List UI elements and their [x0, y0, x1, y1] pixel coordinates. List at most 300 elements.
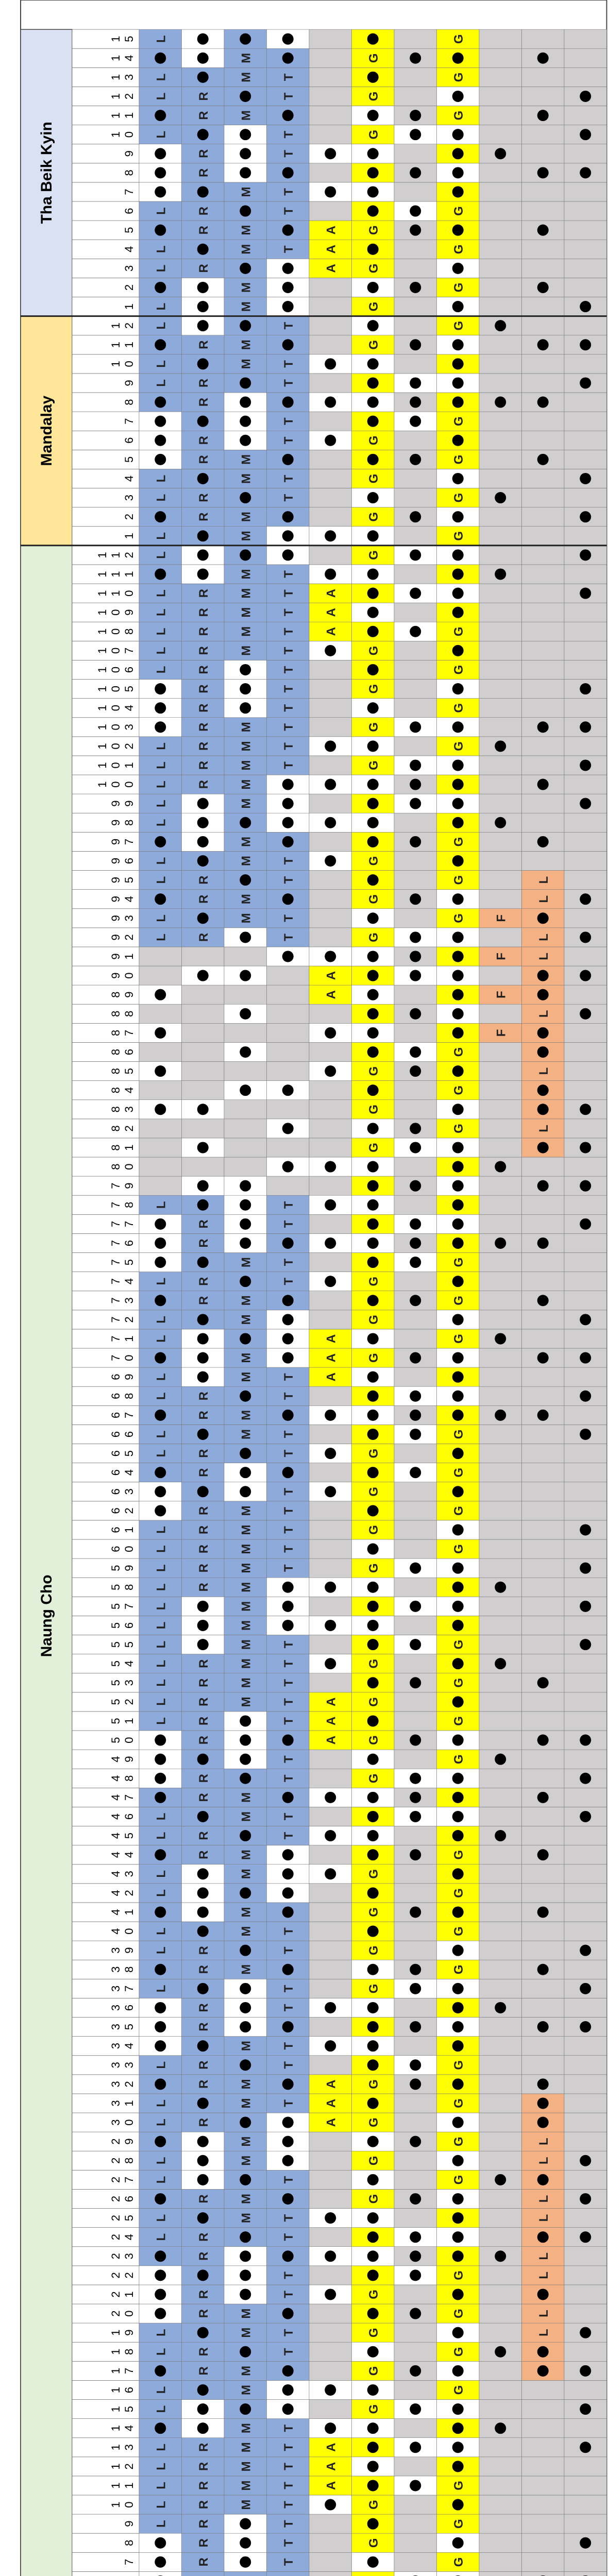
allele-letter: R — [196, 1392, 211, 1401]
sample-number: 21 — [109, 2291, 136, 2298]
mutant-dot — [367, 1046, 379, 1058]
genotype-cell — [479, 1788, 522, 1807]
mutant-dot — [410, 836, 421, 848]
mutant-dot — [367, 454, 379, 465]
genotype-cell — [479, 966, 522, 985]
genotype-cell — [394, 1692, 437, 1711]
allele-letter: T — [281, 207, 296, 215]
allele-letter: T — [281, 1526, 296, 1534]
genotype-cell — [139, 947, 182, 966]
mutant-dot — [580, 2442, 591, 2453]
mutant-dot — [495, 1333, 506, 1344]
sample-number: 108 — [96, 628, 136, 635]
genotype-cell — [564, 565, 607, 584]
genotype-cell — [479, 718, 522, 737]
allele-letter: G — [451, 2175, 466, 2185]
mutant-dot — [452, 1352, 464, 1364]
mutant-dot — [580, 339, 591, 350]
allele-letter: R — [196, 665, 211, 674]
allele-letter: M — [239, 2308, 253, 2319]
genotype-cell — [479, 2285, 522, 2304]
mutant-dot — [537, 167, 549, 178]
mutant-dot — [155, 167, 166, 178]
genotype-cell — [564, 1616, 607, 1635]
allele-letter: L — [154, 934, 168, 941]
genotype-cell — [394, 871, 437, 890]
allele-letter: A — [324, 627, 339, 636]
mutant-dot — [495, 492, 506, 503]
allele-letter: L — [154, 666, 168, 674]
mutant-dot — [495, 148, 506, 159]
allele-letter: T — [281, 2061, 296, 2069]
genotype-cell — [394, 2285, 437, 2304]
genotype-cell — [309, 2361, 352, 2380]
mutant-dot — [367, 568, 379, 580]
genotype-cell — [564, 1444, 607, 1463]
genotype-cell — [479, 2514, 522, 2533]
mutant-dot — [155, 2422, 166, 2434]
allele-letter: T — [281, 2329, 296, 2336]
allele-letter: L — [154, 474, 168, 483]
mutant-dot — [410, 951, 421, 962]
mutant-dot — [197, 358, 209, 369]
mutant-dot — [410, 1735, 421, 1746]
genotype-cell — [479, 1922, 522, 1941]
allele-letter: M — [239, 760, 253, 771]
mutant-dot — [197, 1601, 209, 1612]
genotype-cell — [309, 1960, 352, 1979]
genotype-cell — [479, 794, 522, 813]
mutant-dot — [367, 2250, 379, 2262]
genotype-cell — [309, 928, 352, 947]
genotype-cell — [479, 2495, 522, 2514]
allele-letter: R — [196, 493, 211, 502]
allele-letter: M — [239, 741, 253, 752]
allele-letter: A — [324, 588, 339, 598]
mutant-dot — [580, 759, 591, 771]
mutant-dot — [367, 1199, 379, 1211]
allele-letter: A — [324, 2098, 339, 2108]
mutant-dot — [367, 2461, 379, 2472]
genotype-cell — [479, 2056, 522, 2075]
genotype-cell — [564, 201, 607, 221]
genotype-cell — [394, 660, 437, 679]
mutant-dot — [537, 836, 549, 848]
genotype-cell — [309, 1845, 352, 1865]
genotype-cell — [394, 469, 437, 488]
mutant-dot — [325, 1238, 336, 1249]
genotype-cell — [522, 297, 565, 316]
genotype-cell — [394, 909, 437, 928]
allele-letter: T — [281, 1258, 296, 1266]
mutant-dot — [452, 91, 464, 102]
genotype-cell — [564, 1062, 607, 1081]
genotype-cell — [564, 1845, 607, 1865]
allele-letter: T — [281, 1717, 296, 1725]
allele-letter: L — [154, 2501, 168, 2509]
mutant-dot — [155, 397, 166, 408]
allele-letter: G — [366, 894, 381, 904]
mutant-dot — [282, 1333, 294, 1344]
genotype-cell — [479, 87, 522, 106]
genotype-cell — [309, 1520, 352, 1539]
allele-letter: R — [196, 111, 211, 120]
sample-number: 38 — [109, 1966, 136, 1973]
mutant-dot — [452, 1161, 464, 1173]
genotype-cell — [564, 851, 607, 870]
mutant-dot — [580, 2193, 591, 2205]
genotype-cell — [522, 641, 565, 660]
mutant-dot — [367, 1849, 379, 1860]
mutant-dot — [282, 1084, 294, 1096]
genotype-cell — [522, 1597, 565, 1616]
mutant-dot — [367, 1027, 379, 1039]
mutant-dot — [410, 53, 421, 64]
allele-letter: G — [366, 512, 381, 522]
mutant-dot — [282, 167, 294, 178]
sample-number: 105 — [96, 685, 136, 692]
mutant-dot — [325, 2040, 336, 2052]
allele-letter: T — [281, 723, 296, 731]
mutant-dot — [240, 397, 251, 408]
genotype-cell — [479, 1558, 522, 1578]
mutant-dot — [197, 416, 209, 427]
sample-number: 63 — [109, 1488, 136, 1495]
genotype-cell — [394, 1272, 437, 1291]
mutant-dot — [155, 1754, 166, 1765]
sample-number: 17 — [109, 2367, 136, 2374]
genotype-cell — [309, 1558, 352, 1578]
sample-number: 94 — [109, 896, 136, 903]
mutant-dot — [197, 301, 209, 312]
allele-letter: R — [196, 397, 211, 407]
mutant-dot — [452, 798, 464, 809]
allele-letter: G — [451, 2385, 466, 2395]
genotype-cell — [522, 259, 565, 278]
mutant-dot — [452, 607, 464, 618]
genotype-cell — [522, 1941, 565, 1960]
allele-letter: M — [239, 779, 253, 790]
allele-letter: G — [366, 550, 381, 560]
mutant-dot — [155, 186, 166, 197]
genotype-cell — [522, 1711, 565, 1731]
allele-letter: T — [281, 608, 296, 616]
genotype-cell — [394, 488, 437, 507]
mutant-dot — [537, 721, 549, 733]
allele-letter: M — [239, 1544, 253, 1554]
genotype-cell — [309, 1463, 352, 1482]
mutant-dot — [367, 626, 379, 637]
allele-letter: T — [281, 2291, 296, 2298]
allele-letter: T — [281, 1927, 296, 1935]
genotype-cell — [522, 1520, 565, 1539]
mutant-dot — [452, 2212, 464, 2224]
mutant-dot — [537, 1180, 549, 1192]
allele-letter: G — [366, 1945, 381, 1955]
mutant-dot — [240, 1199, 251, 1211]
genotype-cell — [522, 1272, 565, 1291]
allele-letter: L — [154, 1889, 168, 1897]
genotype-cell — [394, 316, 437, 335]
allele-letter: G — [451, 2481, 466, 2490]
genotype-cell — [522, 1635, 565, 1654]
genotype-cell — [522, 2533, 565, 2552]
sample-number: 13 — [109, 2444, 136, 2451]
mutant-dot — [282, 454, 294, 465]
mutant-dot — [410, 2250, 421, 2262]
mutant-dot — [240, 2117, 251, 2128]
allele-letter: L — [154, 1201, 168, 1209]
genotype-cell — [522, 1482, 565, 1501]
mutant-dot — [537, 1410, 549, 1421]
mutant-dot — [410, 1639, 421, 1650]
mutant-dot — [410, 1257, 421, 1268]
mutant-dot — [410, 2403, 421, 2415]
genotype-cell — [139, 1042, 182, 1061]
genotype-cell — [564, 488, 607, 507]
mutant-dot — [410, 1180, 421, 1192]
allele-letter: R — [196, 2538, 211, 2548]
genotype-cell — [522, 507, 565, 527]
genotype-cell — [309, 48, 352, 67]
genotype-cell — [394, 240, 437, 259]
allele-letter: R — [196, 1277, 211, 1286]
mutant-dot — [367, 951, 379, 962]
mutant-dot — [452, 1563, 464, 1574]
mutant-dot — [367, 244, 379, 255]
mutant-dot — [197, 855, 209, 867]
allele-letter: T — [281, 1220, 296, 1228]
allele-letter: L — [154, 608, 168, 616]
mutant-dot — [452, 2327, 464, 2338]
mutant-dot — [282, 2136, 294, 2147]
genotype-cell — [522, 412, 565, 431]
genotype-cell — [309, 201, 352, 221]
allele-letter: L — [154, 1564, 168, 1572]
mutant-dot — [410, 1677, 421, 1688]
allele-letter: M — [239, 1926, 253, 1937]
mutant-dot — [155, 225, 166, 236]
mutant-dot — [452, 970, 464, 981]
allele-letter: T — [281, 876, 296, 884]
mutant-dot — [367, 1887, 379, 1899]
allele-letter: L — [154, 360, 168, 368]
allele-letter: M — [239, 454, 253, 465]
allele-letter: A — [324, 1697, 339, 1707]
mutant-dot — [410, 1008, 421, 1020]
mutant-dot — [452, 2117, 464, 2128]
genotype-cell — [267, 1176, 310, 1195]
sample-number: 58 — [109, 1584, 136, 1590]
mutant-dot — [452, 1601, 464, 1612]
sample-number: 35 — [109, 2023, 136, 2030]
allele-letter: G — [366, 1486, 381, 1497]
mutant-dot — [495, 2422, 506, 2434]
genotype-cell — [309, 469, 352, 488]
genotype-cell — [309, 1310, 352, 1329]
allele-letter: T — [281, 570, 296, 578]
mutant-dot — [282, 282, 294, 293]
genotype-cell — [564, 1692, 607, 1711]
mutant-dot — [367, 2480, 379, 2491]
genotype-cell — [564, 1884, 607, 1903]
mutant-dot — [452, 2537, 464, 2549]
mutant-dot — [325, 1161, 336, 1173]
sample-number: 101 — [96, 762, 136, 769]
allele-letter: L — [536, 895, 551, 903]
mutant-dot — [282, 1314, 294, 1325]
genotype-cell — [479, 412, 522, 431]
mutant-dot — [580, 1104, 591, 1115]
mutant-dot — [367, 1811, 379, 1822]
mutant-dot — [452, 129, 464, 140]
allele-letter: R — [196, 2079, 211, 2089]
mutant-dot — [410, 721, 421, 733]
genotype-cell — [309, 316, 352, 335]
genotype-cell — [564, 527, 607, 546]
genotype-cell — [479, 699, 522, 718]
allele-letter: A — [324, 1334, 339, 1344]
allele-letter: L — [154, 1277, 168, 1285]
mutant-dot — [282, 1887, 294, 1899]
mutant-dot — [325, 855, 336, 867]
sample-number: 76 — [109, 1240, 136, 1247]
mutant-dot — [155, 1295, 166, 1306]
mutant-dot — [452, 1027, 464, 1039]
sample-number: 45 — [109, 1832, 136, 1839]
allele-letter: L — [154, 2386, 168, 2394]
genotype-cell — [479, 603, 522, 622]
mutant-dot — [495, 320, 506, 331]
allele-letter: G — [451, 665, 466, 675]
mutant-dot — [410, 2136, 421, 2147]
allele-letter: L — [154, 1621, 168, 1630]
region-label: Tha Beik Kyin — [38, 122, 55, 224]
sample-number: 11 — [109, 2482, 136, 2489]
genotype-cell — [394, 87, 437, 106]
mutant-dot — [580, 1945, 591, 1956]
allele-letter: G — [451, 493, 466, 503]
mutant-dot — [325, 951, 336, 962]
mutant-dot — [367, 1084, 379, 1096]
mutant-dot — [410, 1410, 421, 1421]
genotype-cell — [522, 1654, 565, 1673]
genotype-cell — [394, 259, 437, 278]
genotype-cell — [479, 2323, 522, 2342]
genotype-cell — [309, 488, 352, 507]
mutant-dot — [452, 167, 464, 178]
genotype-cell — [479, 1635, 522, 1654]
allele-letter: L — [536, 2252, 551, 2260]
genotype-cell — [309, 507, 352, 527]
genotype-cell — [479, 1310, 522, 1329]
mutant-dot — [410, 129, 421, 140]
allele-letter: G — [366, 2328, 381, 2337]
allele-letter: G — [366, 760, 381, 770]
sample-number: 54 — [109, 1660, 136, 1667]
sample-number: 42 — [109, 1890, 136, 1896]
genotype-cell — [564, 278, 607, 297]
allele-letter: L — [154, 264, 168, 273]
genotype-cell — [182, 2571, 225, 2576]
mutant-dot — [580, 1983, 591, 1994]
genotype-cell — [479, 1367, 522, 1386]
allele-letter: G — [366, 301, 381, 312]
genotype-cell — [394, 1444, 437, 1463]
mutant-dot — [367, 912, 379, 924]
allele-letter: G — [451, 1964, 466, 1975]
genotype-cell — [139, 1119, 182, 1138]
mutant-dot — [240, 2403, 251, 2415]
mutant-dot — [367, 2556, 379, 2568]
genotype-cell — [564, 259, 607, 278]
genotype-cell — [394, 29, 437, 48]
genotype-cell — [479, 469, 522, 488]
sample-number: 98 — [109, 819, 136, 826]
mutant-dot — [155, 110, 166, 121]
mutant-dot — [452, 2289, 464, 2300]
genotype-cell — [522, 699, 565, 718]
mutant-dot — [495, 1161, 506, 1173]
allele-letter: M — [239, 72, 253, 82]
allele-letter: G — [451, 282, 466, 293]
allele-letter: G — [451, 2060, 466, 2070]
mutant-dot — [410, 1218, 421, 1230]
mutant-dot — [367, 2231, 379, 2243]
mutant-dot — [580, 1735, 591, 1746]
mutant-dot — [240, 206, 251, 217]
genotype-cell — [522, 756, 565, 775]
genotype-cell — [479, 335, 522, 354]
mutant-dot — [367, 1371, 379, 1383]
allele-letter: F — [494, 914, 509, 922]
genotype-cell — [479, 221, 522, 240]
mutant-dot — [155, 416, 166, 427]
genotype-cell — [139, 1004, 182, 1023]
mutant-dot — [537, 1352, 549, 1364]
mutant-dot — [197, 1429, 209, 1440]
mutant-dot — [367, 2269, 379, 2281]
allele-letter: L — [154, 302, 168, 311]
allele-letter: M — [239, 187, 253, 197]
genotype-cell — [394, 1750, 437, 1769]
allele-letter: G — [366, 2290, 381, 2299]
mutant-dot — [282, 2193, 294, 2205]
allele-letter: G — [366, 1869, 381, 1879]
allele-letter: G — [451, 2309, 466, 2318]
mutant-dot — [367, 607, 379, 618]
mutant-dot — [452, 186, 464, 197]
genotype-cell — [479, 851, 522, 870]
genotype-cell — [309, 2018, 352, 2037]
mutant-dot — [240, 2518, 251, 2530]
mutant-dot — [282, 511, 294, 522]
allele-letter: R — [196, 1411, 211, 1420]
allele-letter: T — [281, 245, 296, 253]
allele-letter: M — [239, 1352, 253, 1363]
genotype-cell — [522, 1329, 565, 1348]
genotype-cell — [309, 1597, 352, 1616]
allele-letter: L — [154, 73, 168, 81]
mutant-dot — [452, 989, 464, 1001]
allele-letter: T — [281, 1698, 296, 1706]
allele-letter: F — [494, 953, 509, 960]
mutant-dot — [452, 339, 464, 350]
mutant-dot — [580, 2155, 591, 2166]
mutant-dot — [410, 1467, 421, 1478]
allele-letter: R — [196, 149, 211, 158]
allele-letter: R — [196, 1659, 211, 1668]
